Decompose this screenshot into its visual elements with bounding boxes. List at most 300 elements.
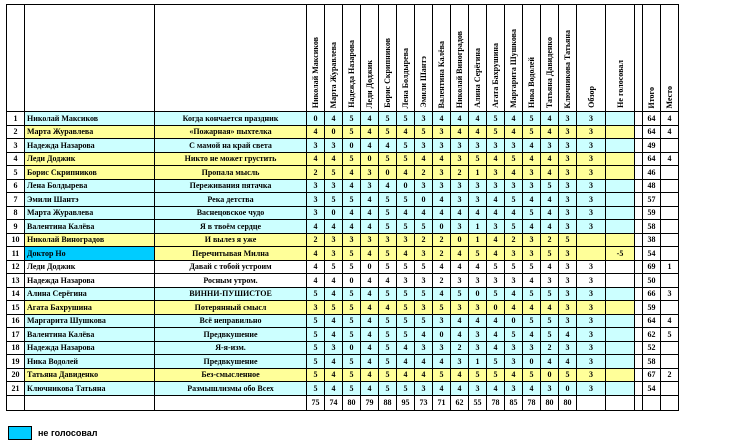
header-title <box>155 5 307 112</box>
spacer-cell <box>635 247 643 261</box>
score-cell: 4 <box>487 233 505 247</box>
column-total: 55 <box>469 395 487 410</box>
score-cell: 3 <box>505 355 523 369</box>
spacer-cell <box>635 314 643 328</box>
score-cell: 3 <box>307 193 325 207</box>
score-cell: 5 <box>523 287 541 301</box>
voter-name: Татьяна Давиденко <box>545 36 554 108</box>
spacer-cell <box>635 206 643 220</box>
review-cell: 3 <box>577 287 606 301</box>
score-cell: 3 <box>469 341 487 355</box>
score-cell: 0 <box>325 206 343 220</box>
voter-name: Ника Водолей <box>527 56 536 108</box>
voter-name: Лена Болдырева <box>401 47 410 108</box>
author-cell: Доктор Но <box>25 247 155 261</box>
row-number: 13 <box>7 274 25 288</box>
score-cell: 3 <box>379 233 397 247</box>
score-cell: 3 <box>469 301 487 315</box>
score-cell: 4 <box>361 112 379 126</box>
row-number: 12 <box>7 260 25 274</box>
review-cell <box>577 247 606 261</box>
total-cell: 66 <box>643 287 661 301</box>
score-cell: 4 <box>505 287 523 301</box>
score-cell: 3 <box>415 139 433 153</box>
table-row <box>7 260 679 274</box>
score-cell: 3 <box>307 301 325 315</box>
place-cell: 5 <box>661 328 679 342</box>
score-cell: 5 <box>343 152 361 166</box>
header-not-voted-label: Не голосовал <box>615 60 625 108</box>
review-cell: 3 <box>577 328 606 342</box>
spacer-cell <box>635 341 643 355</box>
total-cell: 38 <box>643 233 661 247</box>
voter-name: Эмили Шантэ <box>419 56 428 108</box>
score-cell: 0 <box>361 152 379 166</box>
author-cell: Николай Максиков <box>25 112 155 126</box>
score-cell: 4 <box>397 247 415 261</box>
review-cell: 3 <box>577 274 606 288</box>
place-cell: 3 <box>661 287 679 301</box>
score-cell: 0 <box>325 125 343 139</box>
header-voter <box>379 5 397 112</box>
author-cell: Леди Доджик <box>25 260 155 274</box>
score-cell: 4 <box>415 328 433 342</box>
title-cell: «Пожарная» пыхтелка <box>155 125 307 139</box>
score-cell: 5 <box>343 314 361 328</box>
voter-name: Надежда Назарова <box>347 40 356 108</box>
score-cell: 5 <box>505 220 523 234</box>
score-cell: 5 <box>415 260 433 274</box>
score-cell: 4 <box>541 112 559 126</box>
spacer-cell <box>635 287 643 301</box>
score-cell: 3 <box>559 125 577 139</box>
score-cell: 4 <box>487 328 505 342</box>
not-voted-cell <box>606 260 635 274</box>
header-row <box>7 5 679 112</box>
score-cell: 5 <box>415 125 433 139</box>
score-cell: 1 <box>469 233 487 247</box>
score-cell: 4 <box>361 368 379 382</box>
place-cell <box>661 355 679 369</box>
score-cell: 3 <box>505 341 523 355</box>
score-cell: 4 <box>451 382 469 396</box>
score-cell: 5 <box>379 287 397 301</box>
score-cell: 5 <box>397 314 415 328</box>
score-cell: 4 <box>487 314 505 328</box>
voter-name: Ключникова Татьяна <box>563 29 572 108</box>
place-cell <box>661 179 679 193</box>
score-cell: 3 <box>559 179 577 193</box>
row-number: 18 <box>7 341 25 355</box>
spacer-cell <box>635 301 643 315</box>
totals-blank <box>661 395 679 410</box>
score-cell: 5 <box>343 112 361 126</box>
score-cell: 5 <box>379 193 397 207</box>
score-cell: 5 <box>379 247 397 261</box>
spacer-cell <box>635 368 643 382</box>
row-number: 6 <box>7 179 25 193</box>
score-cell: 4 <box>505 112 523 126</box>
score-cell: 5 <box>397 328 415 342</box>
spacer-cell <box>635 139 643 153</box>
score-cell: 4 <box>541 220 559 234</box>
author-cell: Ключникова Татьяна <box>25 382 155 396</box>
totals-blank <box>155 395 307 410</box>
score-cell: 5 <box>307 355 325 369</box>
not-voted-cell <box>606 206 635 220</box>
header-author <box>25 5 155 112</box>
column-total: 73 <box>415 395 433 410</box>
table-row <box>7 287 679 301</box>
total-cell: 64 <box>643 112 661 126</box>
legend-swatch <box>8 426 32 440</box>
score-cell: 4 <box>325 152 343 166</box>
score-cell: 4 <box>343 166 361 180</box>
row-number: 14 <box>7 287 25 301</box>
score-cell: 3 <box>523 179 541 193</box>
score-cell: 4 <box>505 301 523 315</box>
score-cell: 5 <box>325 166 343 180</box>
score-cell: 3 <box>505 274 523 288</box>
column-total: 78 <box>487 395 505 410</box>
score-cell: 5 <box>397 152 415 166</box>
score-cell: 5 <box>343 355 361 369</box>
place-cell <box>661 206 679 220</box>
score-cell: 5 <box>415 287 433 301</box>
author-cell: Марта Журавлева <box>25 206 155 220</box>
header-voter <box>505 5 523 112</box>
score-cell: 4 <box>343 179 361 193</box>
author-cell: Надежда Назарова <box>25 274 155 288</box>
title-cell: Васнецовское чудо <box>155 206 307 220</box>
score-cell: 5 <box>379 382 397 396</box>
score-cell: 4 <box>451 206 469 220</box>
place-cell: 2 <box>661 368 679 382</box>
score-cell: 5 <box>505 193 523 207</box>
score-cell: 2 <box>307 233 325 247</box>
score-cell: 5 <box>541 287 559 301</box>
not-voted-cell <box>606 125 635 139</box>
score-cell: 3 <box>361 166 379 180</box>
score-cell: 3 <box>469 274 487 288</box>
row-number: 2 <box>7 125 25 139</box>
score-cell: 4 <box>361 382 379 396</box>
score-cell: 3 <box>433 179 451 193</box>
score-cell: 4 <box>361 247 379 261</box>
total-cell: 64 <box>643 314 661 328</box>
not-voted-cell <box>606 152 635 166</box>
score-cell: 3 <box>325 341 343 355</box>
score-cell: 4 <box>433 287 451 301</box>
table-row <box>7 112 679 126</box>
score-cell: 5 <box>397 193 415 207</box>
score-cell: 5 <box>397 287 415 301</box>
title-cell: Я-я-изм. <box>155 341 307 355</box>
score-cell: 4 <box>415 355 433 369</box>
score-cell: 4 <box>541 193 559 207</box>
total-cell: 58 <box>643 220 661 234</box>
score-cell: 5 <box>505 152 523 166</box>
score-cell: 4 <box>451 328 469 342</box>
score-cell: 4 <box>361 301 379 315</box>
score-cell: 5 <box>307 287 325 301</box>
title-cell: С мамой на край света <box>155 139 307 153</box>
score-cell: 3 <box>451 274 469 288</box>
score-cell: 5 <box>487 368 505 382</box>
score-cell: 4 <box>523 301 541 315</box>
score-cell: 3 <box>433 166 451 180</box>
score-cell: 5 <box>343 125 361 139</box>
score-cell: 3 <box>415 382 433 396</box>
score-cell: 3 <box>505 139 523 153</box>
score-cell: 2 <box>433 247 451 261</box>
score-cell: 2 <box>433 233 451 247</box>
score-cell: 3 <box>469 139 487 153</box>
score-cell: 3 <box>433 125 451 139</box>
score-cell: 5 <box>343 328 361 342</box>
score-cell: 5 <box>523 314 541 328</box>
score-cell: 4 <box>325 220 343 234</box>
score-cell: 5 <box>451 287 469 301</box>
header-voter <box>343 5 361 112</box>
score-cell: 4 <box>541 355 559 369</box>
score-cell: 3 <box>505 179 523 193</box>
score-cell: 5 <box>523 125 541 139</box>
score-cell: 3 <box>397 274 415 288</box>
voter-name: Маргарита Шушкова <box>509 29 518 108</box>
score-cell: 4 <box>325 382 343 396</box>
score-cell: 4 <box>325 112 343 126</box>
score-cell: 0 <box>361 260 379 274</box>
score-cell: 3 <box>559 112 577 126</box>
score-cell: 5 <box>487 125 505 139</box>
place-cell: 1 <box>661 260 679 274</box>
score-cell: 5 <box>379 355 397 369</box>
score-cell: 4 <box>523 328 541 342</box>
score-cell: 3 <box>451 355 469 369</box>
score-cell: 4 <box>433 382 451 396</box>
total-cell: 62 <box>643 328 661 342</box>
score-cell: 5 <box>487 355 505 369</box>
score-cell: 5 <box>505 260 523 274</box>
not-voted-cell: -5 <box>606 247 635 261</box>
score-cell: 3 <box>451 301 469 315</box>
score-cell: 3 <box>307 139 325 153</box>
review-cell: 3 <box>577 112 606 126</box>
score-cell: 3 <box>415 274 433 288</box>
score-cell: 4 <box>307 125 325 139</box>
author-cell: Валентина Калёва <box>25 220 155 234</box>
score-cell: 5 <box>379 206 397 220</box>
not-voted-cell <box>606 382 635 396</box>
score-cell: 0 <box>307 112 325 126</box>
score-cell: 4 <box>559 355 577 369</box>
score-cell: 4 <box>469 314 487 328</box>
score-cell: 5 <box>415 314 433 328</box>
score-cell: 4 <box>415 152 433 166</box>
score-cell: 3 <box>559 260 577 274</box>
not-voted-cell <box>606 233 635 247</box>
score-cell: 2 <box>451 341 469 355</box>
score-cell: 3 <box>307 206 325 220</box>
author-cell: Борис Скрипников <box>25 166 155 180</box>
header-not-voted <box>606 5 635 112</box>
row-number: 5 <box>7 166 25 180</box>
table-row <box>7 314 679 328</box>
header-voter <box>469 5 487 112</box>
table-row <box>7 274 679 288</box>
score-cell: 4 <box>505 368 523 382</box>
place-cell: 4 <box>661 314 679 328</box>
score-cell: 2 <box>307 166 325 180</box>
score-cell: 4 <box>559 328 577 342</box>
score-cell: 5 <box>487 112 505 126</box>
score-cell: 4 <box>433 152 451 166</box>
score-cell: 2 <box>541 341 559 355</box>
header-voter <box>451 5 469 112</box>
score-cell: 4 <box>325 328 343 342</box>
score-cell: 5 <box>343 287 361 301</box>
score-cell: 2 <box>451 166 469 180</box>
score-cell: 4 <box>325 314 343 328</box>
column-total: 71 <box>433 395 451 410</box>
score-cell: 3 <box>559 152 577 166</box>
score-cell: 5 <box>325 193 343 207</box>
score-cell: 4 <box>343 220 361 234</box>
total-cell: 49 <box>643 139 661 153</box>
score-cell: 5 <box>307 368 325 382</box>
review-cell: 3 <box>577 382 606 396</box>
score-cell: 5 <box>469 368 487 382</box>
total-cell: 69 <box>643 260 661 274</box>
score-cell: 3 <box>559 139 577 153</box>
title-cell: Давай с тобой устроим <box>155 260 307 274</box>
score-cell: 5 <box>559 368 577 382</box>
score-cell: 3 <box>559 341 577 355</box>
column-total: 80 <box>541 395 559 410</box>
row-number: 19 <box>7 355 25 369</box>
not-voted-cell <box>606 166 635 180</box>
score-cell: 0 <box>523 355 541 369</box>
score-cell: 5 <box>379 112 397 126</box>
score-cell: 4 <box>451 260 469 274</box>
title-cell: Без-смысленное <box>155 368 307 382</box>
score-cell: 4 <box>469 112 487 126</box>
score-cell: 4 <box>325 274 343 288</box>
score-cell: 5 <box>397 112 415 126</box>
column-total: 95 <box>397 395 415 410</box>
header-voter <box>325 5 343 112</box>
title-cell: Река детства <box>155 193 307 207</box>
not-voted-cell <box>606 220 635 234</box>
score-cell: 5 <box>307 314 325 328</box>
totals-blank <box>643 395 661 410</box>
score-cell: 3 <box>559 166 577 180</box>
score-cell: 5 <box>433 368 451 382</box>
score-cell: 5 <box>379 260 397 274</box>
row-number: 8 <box>7 206 25 220</box>
score-cell: 5 <box>433 301 451 315</box>
score-cell: 3 <box>307 179 325 193</box>
score-cell: 5 <box>541 314 559 328</box>
place-cell <box>661 247 679 261</box>
table-row <box>7 382 679 396</box>
spacer-cell <box>635 355 643 369</box>
row-number: 4 <box>7 152 25 166</box>
review-cell: 3 <box>577 166 606 180</box>
not-voted-cell <box>606 314 635 328</box>
score-cell: 5 <box>307 382 325 396</box>
row-number: 15 <box>7 301 25 315</box>
score-cell: 3 <box>415 301 433 315</box>
total-cell: 59 <box>643 301 661 315</box>
score-cell: 4 <box>487 193 505 207</box>
author-cell: Марта Журавлева <box>25 125 155 139</box>
score-cell: 3 <box>451 152 469 166</box>
total-cell: 54 <box>643 247 661 261</box>
score-cell: 5 <box>343 260 361 274</box>
score-cell: 4 <box>541 125 559 139</box>
totals-row <box>7 395 679 410</box>
score-cell: 4 <box>523 382 541 396</box>
voter-name: Марта Журавлева <box>329 41 338 108</box>
score-cell: 3 <box>559 206 577 220</box>
row-number: 1 <box>7 112 25 126</box>
score-cell: 3 <box>451 220 469 234</box>
not-voted-cell <box>606 179 635 193</box>
score-cell: 4 <box>397 355 415 369</box>
place-cell <box>661 193 679 207</box>
score-cell: 3 <box>469 382 487 396</box>
spacer-cell <box>635 179 643 193</box>
spacer-cell <box>635 260 643 274</box>
score-cell: 4 <box>379 139 397 153</box>
score-cell: 4 <box>487 206 505 220</box>
score-cell: 4 <box>451 368 469 382</box>
spacer-cell <box>635 274 643 288</box>
spacer-cell <box>635 166 643 180</box>
table-row <box>7 247 679 261</box>
score-cell: 5 <box>397 382 415 396</box>
totals-blank <box>635 395 643 410</box>
title-cell: Предвкушение <box>155 355 307 369</box>
score-cell: 4 <box>523 193 541 207</box>
score-cell: 4 <box>325 355 343 369</box>
author-cell: Надежда Назарова <box>25 341 155 355</box>
results-table <box>6 4 679 411</box>
title-cell: Когда кончается праздник <box>155 112 307 126</box>
review-cell: 3 <box>577 301 606 315</box>
author-cell: Николай Виноградов <box>25 233 155 247</box>
score-cell: 5 <box>559 233 577 247</box>
score-cell: 3 <box>523 247 541 261</box>
voter-name: Валентина Калёва <box>437 40 446 108</box>
score-cell: 4 <box>397 206 415 220</box>
review-cell: 3 <box>577 193 606 207</box>
score-cell: 5 <box>307 328 325 342</box>
header-spacer <box>635 5 643 112</box>
title-cell: Росным утром. <box>155 274 307 288</box>
not-voted-cell <box>606 341 635 355</box>
score-cell: 0 <box>505 314 523 328</box>
total-cell: 57 <box>643 193 661 207</box>
score-cell: 3 <box>487 139 505 153</box>
score-cell: 3 <box>361 233 379 247</box>
score-cell: 5 <box>343 193 361 207</box>
title-cell: Потерянный смысл <box>155 301 307 315</box>
total-cell: 46 <box>643 166 661 180</box>
total-cell: 52 <box>643 341 661 355</box>
